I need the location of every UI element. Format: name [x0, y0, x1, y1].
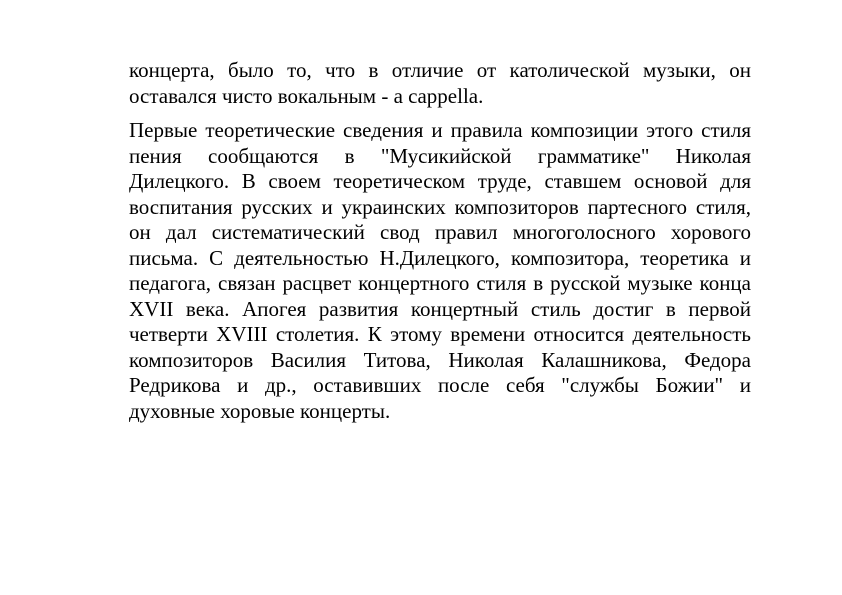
- body-text: [129, 58, 751, 424]
- paragraph-main: Первые теоретические сведения и правила композиции этого стиля пения сообщаются в "Мусикийской грамматике" Николая Дилецкого. В своем теоретическом труде, ставшем основой для воспитания русских и украинских композиторов партесного стиля, он дал систематический свод правил многоголосного хорового письма. С деятельностью Н.Дилецкого, композитора, теоретика и педагога, связан расцвет концертного стиля в русской музыке конца XVII века. Апогея развития концертный стиль достиг в первой четверти XVIII столетия. К этому времени относится деятельность композиторов Василия Титова, Николая Калашникова, Федора Редрикова и др., оставивших после себя "службы Божии" и духовные хоровые концерты.: [129, 118, 751, 423]
- paragraph-continuation: концерта, было то, что в отличие от католической музыки, он оставался чисто вокальным - a cappella.: [129, 58, 751, 108]
